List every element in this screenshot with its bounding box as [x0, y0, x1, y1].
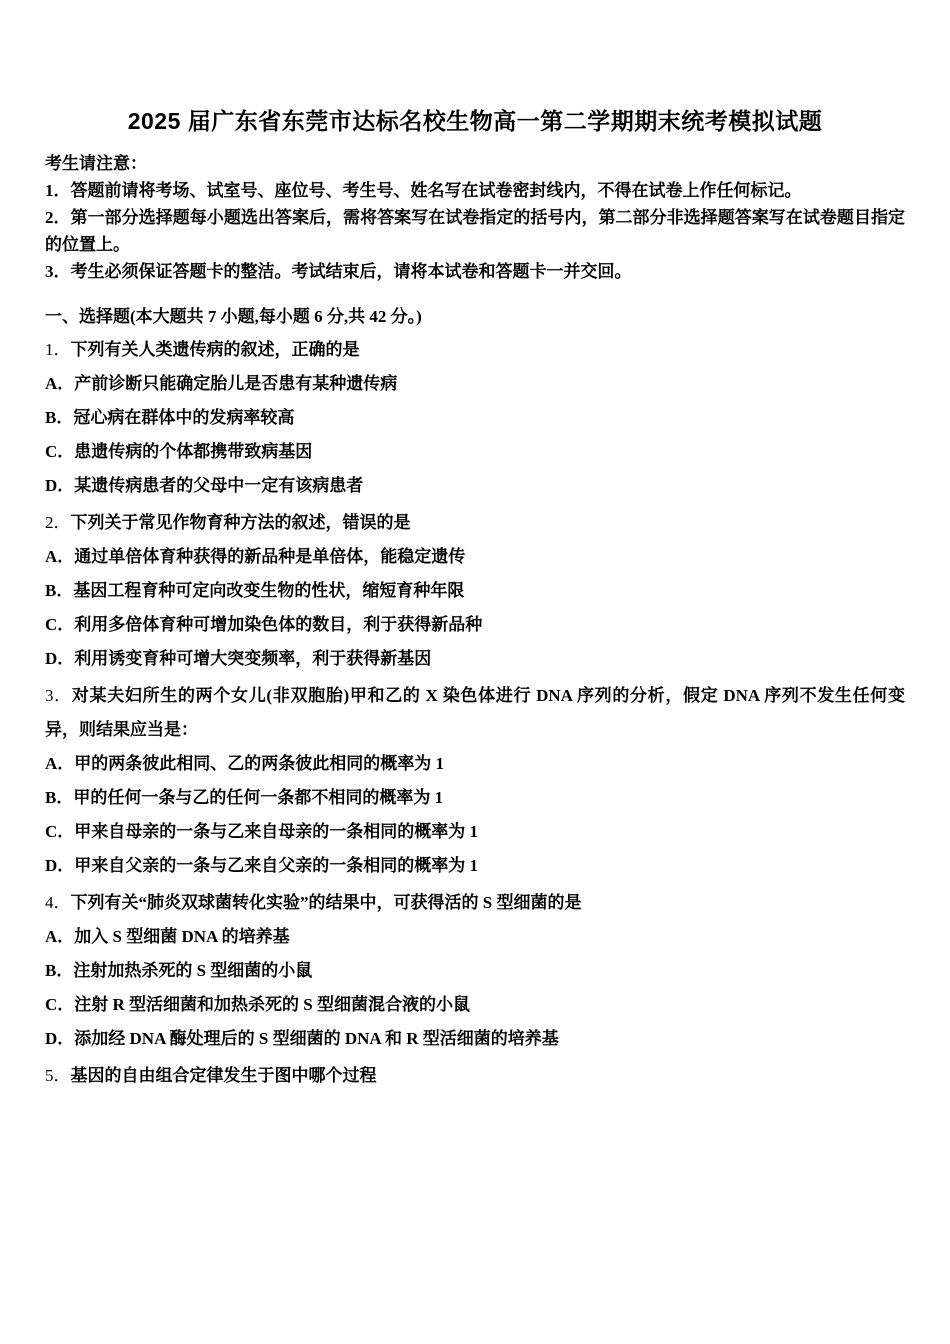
option-label-a: A．	[45, 547, 75, 566]
option-label-b: B．	[45, 788, 74, 807]
question-3-option-b	[45, 781, 905, 815]
option-text: 某遗传病患者的父母中一定有该病患者	[74, 476, 364, 495]
option-text: 甲的两条彼此相同、乙的两条彼此相同的概率为 1	[74, 754, 445, 773]
option-label-c: C．	[45, 615, 75, 634]
question-1-option-c	[45, 435, 905, 469]
option-text: 甲来自父亲的一条与乙来自父亲的一条相同的概率为 1	[74, 856, 479, 875]
question-2-option-d	[45, 642, 905, 676]
question-4-option-a	[45, 920, 905, 954]
option-label-b: B．	[45, 581, 74, 600]
option-text: 利用多倍体育种可增加染色体的数目，利于获得新品种	[74, 615, 483, 634]
option-label-a: A．	[45, 927, 75, 946]
question-2-option-c	[45, 608, 905, 642]
option-label-d: D．	[45, 856, 75, 875]
option-text: 添加经 DNA 酶处理后的 S 型细菌的 DNA 和 R 型活细菌的培养基	[74, 1029, 559, 1048]
question-2-text: 下列关于常见作物育种方法的叙述，错误的是	[70, 513, 411, 532]
option-label-d: D．	[45, 476, 75, 495]
notice-item-1: 1．答题前请将考场、试室号、座位号、考生号、姓名写在试卷密封线内，不得在试卷上作任何标记。	[45, 181, 802, 200]
question-5-text: 基因的自由组合定律发生于图中哪个过程	[70, 1066, 377, 1085]
question-2-option-a	[45, 540, 905, 574]
question-1-stem	[45, 333, 905, 367]
question-1-number: 1．	[45, 340, 71, 359]
option-label-d: D．	[45, 1029, 75, 1048]
question-4-stem	[45, 886, 905, 920]
option-text: 患遗传病的个体都携带致病基因	[74, 442, 313, 461]
question-4-number: 4．	[45, 893, 71, 912]
option-label-d: D．	[45, 649, 75, 668]
option-label-c: C．	[45, 822, 75, 841]
question-5-stem	[45, 1059, 905, 1093]
question-3-text: 对某夫妇所生的两个女儿(非双胞胎)甲和乙的 X 染色体进行 DNA 序列的分析，假定 DNA 序列不发生任何变异，则结果应当是：	[45, 686, 905, 739]
notice-heading: 考生请注意：	[45, 154, 147, 173]
option-text: 注射 R 型活细菌和加热杀死的 S 型细菌混合液的小鼠	[74, 995, 471, 1014]
question-1-option-d	[45, 469, 905, 503]
option-text: 通过单倍体育种获得的新品种是单倍体，能稳定遗传	[74, 547, 466, 566]
question-2-stem	[45, 506, 905, 540]
question-4-option-b	[45, 954, 905, 988]
question-3-number: 3．	[45, 686, 72, 705]
option-label-b: B．	[45, 961, 74, 980]
question-4-text: 下列有关“肺炎双球菌转化实验”的结果中，可获得活的 S 型细菌的是	[70, 893, 582, 912]
option-text: 加入 S 型细菌 DNA 的培养基	[74, 927, 290, 946]
question-1-option-a	[45, 367, 905, 401]
question-3-stem	[45, 679, 905, 747]
option-text: 产前诊断只能确定胎儿是否患有某种遗传病	[74, 374, 398, 393]
notice-item-3: 3．考生必须保证答题卡的整洁。考试结束后，请将本试卷和答题卡一并交回。	[45, 262, 632, 281]
option-label-c: C．	[45, 442, 75, 461]
page-title: 2025 届广东省东莞市达标名校生物高一第二学期期末统考模拟试题	[127, 108, 823, 134]
question-4-option-d	[45, 1022, 905, 1056]
question-1-option-b	[45, 401, 905, 435]
notice-block	[45, 150, 905, 285]
option-label-b: B．	[45, 408, 74, 427]
question-1-text: 下列有关人类遗传病的叙述，正确的是	[70, 340, 360, 359]
question-5-number: 5．	[45, 1066, 71, 1085]
option-text: 甲来自母亲的一条与乙来自母亲的一条相同的概率为 1	[74, 822, 479, 841]
notice-item-2: 2．第一部分选择题每小题选出答案后，需将答案写在试卷指定的括号内，第二部分非选择题答案写在试卷题目指定的位置上。	[45, 208, 905, 254]
question-3-option-c	[45, 815, 905, 849]
option-text: 注射加热杀死的 S 型细菌的小鼠	[73, 961, 313, 980]
option-text: 甲的任何一条与乙的任何一条都不相同的概率为 1	[73, 788, 444, 807]
question-3-option-a	[45, 747, 905, 781]
question-4-option-c	[45, 988, 905, 1022]
option-text: 冠心病在群体中的发病率较高	[73, 408, 295, 427]
question-2-number: 2．	[45, 513, 71, 532]
option-text: 利用诱变育种可增大突变频率，利于获得新基因	[74, 649, 432, 668]
option-label-c: C．	[45, 995, 75, 1014]
option-label-a: A．	[45, 374, 75, 393]
option-label-a: A．	[45, 754, 75, 773]
question-3-option-d	[45, 849, 905, 883]
section-heading: 一、选择题(本大题共 7 小题,每小题 6 分,共 42 分。)	[45, 307, 422, 326]
option-text: 基因工程育种可定向改变生物的性状，缩短育种年限	[73, 581, 465, 600]
question-list	[45, 333, 905, 1093]
question-2-option-b	[45, 574, 905, 608]
